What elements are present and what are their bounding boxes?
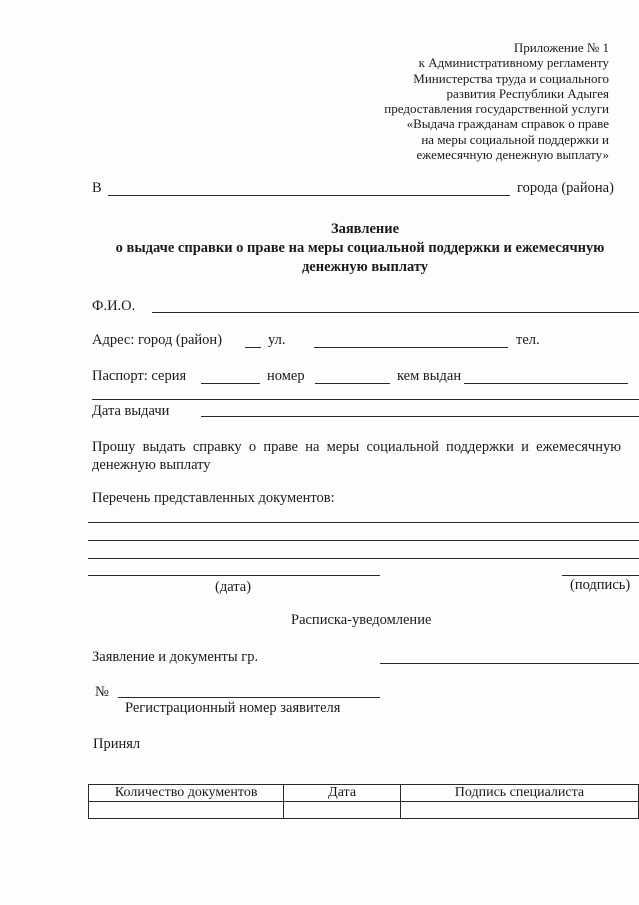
table-header-date: Дата xyxy=(284,785,401,802)
document-title: Заявление xyxy=(330,221,400,237)
header-line: Министерства труда и социального xyxy=(413,70,609,86)
number-sign: № xyxy=(95,684,109,700)
issue-date-line[interactable] xyxy=(201,416,639,417)
issued-by-line-2[interactable] xyxy=(92,399,639,400)
accepted-label: Принял xyxy=(93,736,141,752)
passport-series-line[interactable] xyxy=(201,383,260,384)
issued-by-line[interactable] xyxy=(464,383,628,384)
city-field-line[interactable] xyxy=(245,347,261,348)
header-line: Приложение № 1 xyxy=(513,40,609,55)
phone-label: тел. xyxy=(516,332,540,348)
issue-date-label: Дата выдачи xyxy=(92,403,170,419)
date-caption: (дата) xyxy=(215,579,252,595)
request-text-line1: Прошу выдать справку о праве на меры социальной поддержки и ежемесячную xyxy=(92,439,622,455)
documents-line[interactable] xyxy=(88,540,639,541)
passport-number-line[interactable] xyxy=(315,383,390,384)
receipt-citizen-line[interactable] xyxy=(380,663,639,664)
header-line: ежемесячную денежную выплату» xyxy=(416,147,609,163)
addressee-suffix: города (района) xyxy=(517,180,614,196)
date-line[interactable] xyxy=(88,575,380,576)
header-line: к Административному регламенту xyxy=(418,55,609,71)
addressee-prefix: В xyxy=(92,180,102,196)
table-cell-date[interactable] xyxy=(284,802,401,819)
header-line: развития Республики Адыгея xyxy=(446,85,609,101)
documents-label: Перечень представленных документов: xyxy=(92,490,335,506)
issued-by-label: кем выдан xyxy=(397,368,462,384)
reg-number-line[interactable] xyxy=(118,697,380,698)
receipt-table xyxy=(88,784,639,819)
request-text-line2: денежную выплату xyxy=(92,457,211,473)
signature-line[interactable] xyxy=(562,575,639,576)
document-subtitle: о выдаче справки о праве на меры социальной поддержки и ежемесячную xyxy=(115,240,605,256)
fio-label: Ф.И.О. xyxy=(92,298,136,314)
receipt-docs-label: Заявление и документы гр. xyxy=(92,649,259,665)
header-line: на меры социальной поддержки и xyxy=(421,131,609,147)
table-header-row xyxy=(89,785,639,802)
street-field-line[interactable] xyxy=(314,347,508,348)
table-header-doc-count: Количество документов xyxy=(89,785,284,802)
documents-line[interactable] xyxy=(88,522,639,523)
signature-caption: (подпись) xyxy=(570,577,631,593)
street-label: ул. xyxy=(268,332,286,348)
number-label: номер xyxy=(267,368,305,384)
receipt-title: Расписка-уведомление xyxy=(291,612,432,628)
reg-number-caption: Регистрационный номер заявителя xyxy=(125,700,341,716)
document-subtitle-cont: денежную выплату xyxy=(301,259,429,275)
passport-label: Паспорт: серия xyxy=(92,368,187,384)
table-cell-signature[interactable] xyxy=(400,802,638,819)
table-header-signature: Подпись специалиста xyxy=(400,785,638,802)
header-line: «Выдача гражданам справок о праве xyxy=(406,116,609,132)
fio-field-line[interactable] xyxy=(152,312,639,313)
addressee-field-line[interactable] xyxy=(108,195,510,196)
address-label: Адрес: город (район) xyxy=(92,332,223,348)
table-cell-doc-count[interactable] xyxy=(89,802,284,819)
appendix-header xyxy=(384,40,609,162)
table-row xyxy=(89,802,639,819)
documents-line[interactable] xyxy=(88,558,639,559)
header-line: предоставления государственной услуги xyxy=(384,101,609,117)
